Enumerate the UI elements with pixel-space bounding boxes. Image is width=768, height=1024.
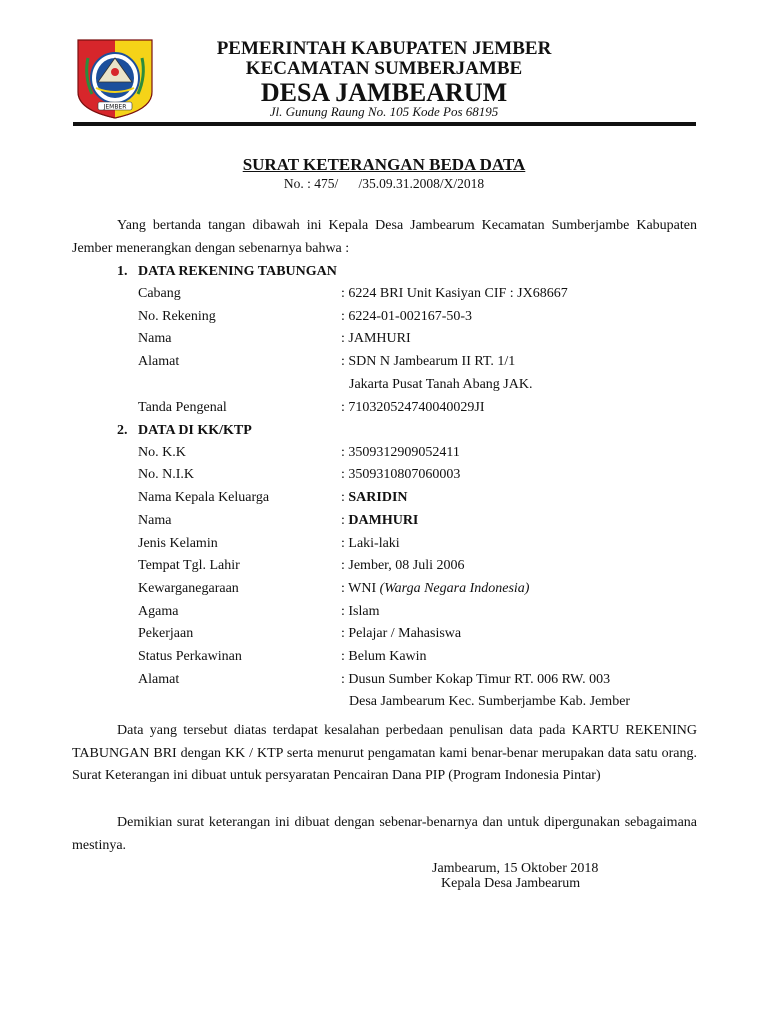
logo-text: JEMBER (103, 103, 127, 111)
field-row (138, 625, 698, 643)
field-value-italic: (Warga Negara Indonesia) (379, 581, 530, 596)
letter-number: No. : 475/ /35.09.31.2008/X/2018 (283, 176, 485, 191)
field-value: : Dusun Sumber Kokap Timur RT. 006 RW. 003 (341, 672, 611, 687)
section-number: 2. (117, 423, 128, 438)
field-value (341, 489, 408, 507)
field-label: No. K.K (138, 445, 186, 460)
field-row (138, 648, 698, 666)
field-value: Jakarta Pusat Tanah Abang JAK. (349, 377, 533, 392)
field-label: Agama (138, 604, 179, 619)
field-label: Nama (138, 331, 172, 346)
field-value: : Belum Kawin (341, 649, 427, 664)
header-village: DESA JAMBEARUM (260, 78, 508, 107)
field-row (138, 535, 698, 553)
field-label: Cabang (138, 286, 181, 301)
section-heading-account (117, 265, 337, 279)
field-value-bold: SARIDIN (348, 490, 408, 505)
signature-place-date: Jambearum, 15 Oktober 2018 (432, 861, 599, 876)
field-value: : Laki-laki (341, 536, 400, 551)
field-row (138, 557, 698, 575)
field-value-bold: DAMHURI (348, 513, 419, 528)
field-row (138, 580, 698, 598)
field-label: Nama Kepala Keluarga (138, 490, 270, 505)
field-row (138, 285, 698, 303)
field-row (138, 399, 698, 417)
field-row (138, 376, 698, 394)
field-label: Tanda Pengenal (138, 400, 227, 415)
field-value: Desa Jambearum Kec. Sumberjambe Kab. Jember (349, 694, 631, 709)
field-value (341, 512, 418, 530)
field-row (138, 693, 698, 711)
field-label: No. Rekening (138, 309, 216, 324)
field-label: Kewarganegaraan (138, 581, 239, 596)
field-value: : Jember, 08 Juli 2006 (341, 558, 465, 573)
field-value: : JAMHURI (341, 331, 411, 346)
field-value: : 710320524740040029JI (341, 400, 485, 415)
field-row (138, 330, 698, 348)
header-address: Jl. Gunung Raung No. 105 Kode Pos 68195 (269, 104, 499, 119)
field-label: No. N.I.K (138, 467, 194, 482)
field-row (138, 444, 698, 462)
field-value: : SDN N Jambearum II RT. 1/1 (341, 354, 516, 369)
header-divider (73, 122, 696, 126)
header-district: KECAMATAN SUMBERJAMBE (245, 58, 523, 79)
field-label: Pekerjaan (138, 626, 194, 641)
field-value (341, 580, 529, 598)
field-value: : 3509312909052411 (341, 445, 460, 460)
field-value: : 6224 BRI Unit Kasiyan CIF : JX68667 (341, 286, 568, 301)
field-row (138, 489, 698, 507)
closing-paragraph: Demikian surat keterangan ini dibuat dengan sebenar-benarnya dan untuk dipergunakan sebagaimana mestinya. (72, 815, 697, 853)
section-number: 1. (117, 264, 128, 279)
field-row (138, 466, 698, 484)
field-label: Status Perkawinan (138, 649, 242, 664)
letter-title: SURAT KETERANGAN BEDA DATA (242, 155, 526, 174)
field-value: : 3509310807060003 (341, 467, 461, 482)
field-row (138, 353, 698, 371)
field-value: : 6224-01-002167-50-3 (341, 309, 473, 324)
field-label: Alamat (138, 672, 180, 687)
intro-paragraph: Yang bertanda tangan dibawah ini Kepala Desa Jambearum Kecamatan Sumberjambe Kabupaten Jember menerangkan dengan sebenarnya bahwa : (72, 218, 697, 256)
field-value: : Islam (341, 604, 380, 619)
section-title: DATA DI KK/KTP (138, 423, 252, 438)
field-value: : Pelajar / Mahasiswa (341, 626, 462, 641)
section-heading-kk-ktp (117, 424, 252, 438)
header-government: PEMERINTAH KABUPATEN JEMBER (216, 38, 552, 59)
field-label: Alamat (138, 354, 180, 369)
statement-paragraph: Data yang tersebut diatas terdapat kesalahan perbedaan penulisan data pada KARTU REKENING TABUNGAN BRI dengan KK / KTP serta menurut pengamatan kami benar-benar merupakan data satu orang. Surat Keterangan ini dibuat untuk persyaratan Pencairan Dana PIP (Program Indonesia Pintar) (72, 723, 697, 783)
field-row (138, 671, 698, 689)
section-title: DATA REKENING TABUNGAN (138, 264, 337, 279)
field-colon: : (341, 513, 349, 528)
field-label: Jenis Kelamin (138, 536, 218, 551)
field-value-main: : WNI (341, 581, 380, 596)
field-colon: : (341, 490, 349, 505)
jember-regency-logo (74, 36, 156, 120)
field-label: Nama (138, 513, 172, 528)
signature-position: Kepala Desa Jambearum (441, 876, 581, 891)
field-label: Tempat Tgl. Lahir (138, 558, 240, 573)
field-row (138, 512, 698, 530)
field-row (138, 603, 698, 621)
field-row (138, 308, 698, 326)
